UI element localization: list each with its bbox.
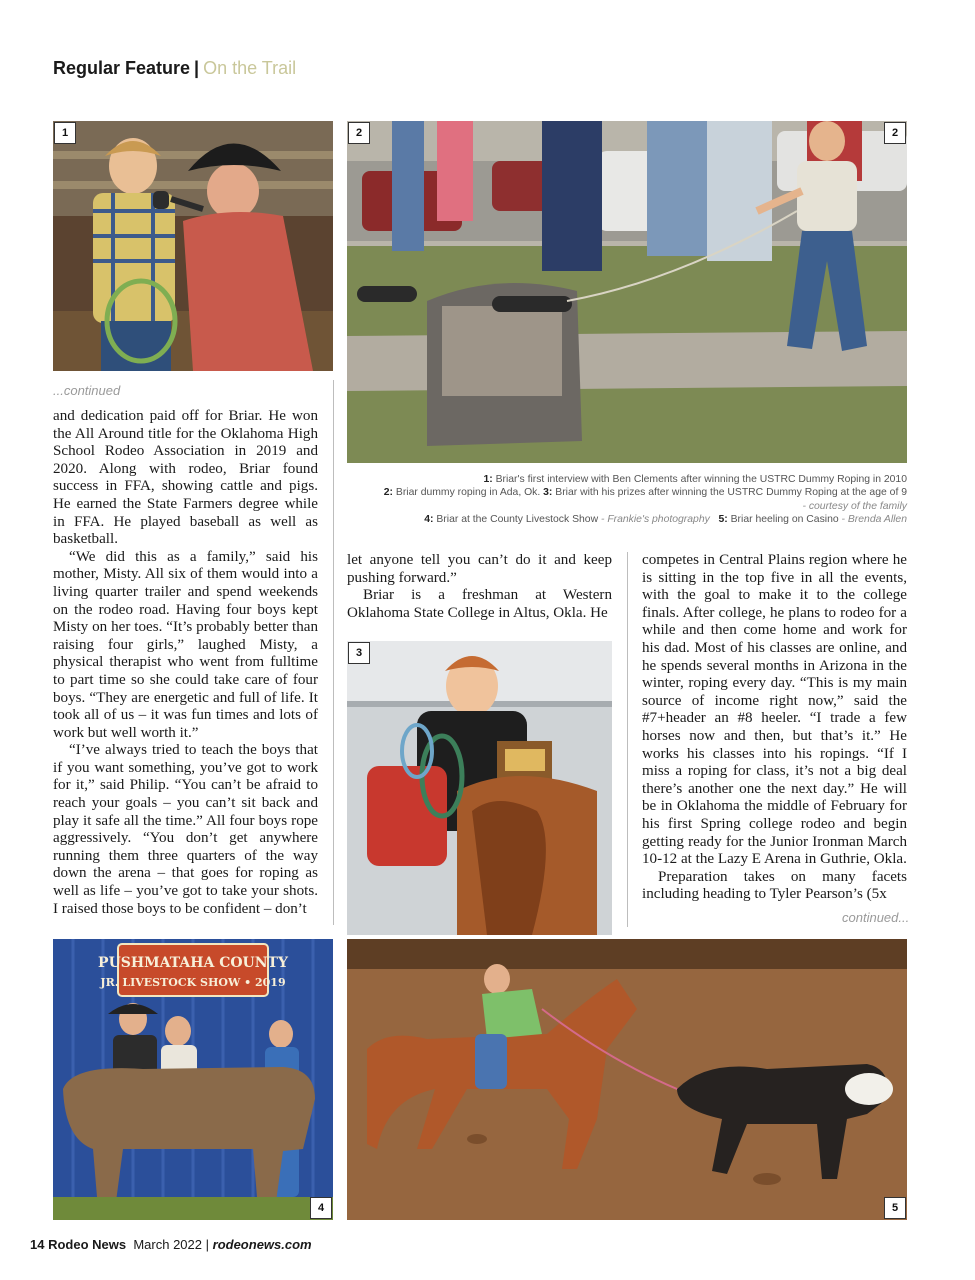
photo-number-badge: 2 xyxy=(884,122,906,144)
continued-label: ...continued xyxy=(53,383,121,398)
photo-number-badge: 3 xyxy=(348,642,370,664)
caption-credit: - courtesy of the family xyxy=(802,500,907,512)
paragraph: “I’ve always tried to teach the boys that if you want something, you’ve got to work for it,” said Philip. “You can’t be afraid to reach your goals – you can’t sit back and play it safe all the time.” All four boys rope aggressively. “You don’t get anywhere running them three quarters of the way down the arena – that goes for roping as well as life – you’ve got to take your shots. I raised those boys to be confident – don’t xyxy=(53,742,318,917)
paragraph: competes in Central Plains region where he is sitting in the top five in all the events, with the goal to make it to the college finals. After college, he plans to rodeo for a while and then come home and work for his dad. Most of his classes are online, and he spends several months in Arizona in the winter, roping every day. “This is my main source of income right now,” said the #7+header an #8 heeler. “I trade a few horses now and then, but that’s it.” He works his classes into his ropings. “If I miss a roping for class, it’s not a big deal there’s another one the next day.” He will be in Oklahoma the middle of February for his first Spring college rodeo and begin getting ready for the Junior Ironman March 10-12 at the Lazy E Arena in Guthrie, Okla. xyxy=(642,552,907,868)
article-column-2 xyxy=(347,552,612,622)
website-link[interactable]: rodeonews.com xyxy=(212,1237,312,1252)
article-column-1 xyxy=(53,408,318,918)
banner-subtitle: JR. LIVESTOCK SHOW • 2019 xyxy=(100,976,286,989)
caption-line: 2: Briar dummy roping in Ada, Ok. 3: Briar with his prizes after winning the USTRC Dummy Roping at the age of 9 xyxy=(383,487,907,499)
caption-line: 1: Briar's first interview with Ben Clements after winning the USTRC Dummy Roping in 2010 xyxy=(483,474,907,485)
footer-divider: | xyxy=(205,1237,210,1252)
page-number: 14 xyxy=(30,1237,45,1252)
magazine-name: Rodeo News xyxy=(48,1237,127,1252)
photo-number-badge: 4 xyxy=(310,1197,332,1219)
photo-dummy-roping-image xyxy=(347,121,907,463)
photo-captions xyxy=(347,473,907,527)
photo-heeling xyxy=(347,939,907,1220)
caption-line: 4: Briar at the County Livestock Show - Frankie's photography 5: Briar heeling on Casino - Brenda Allen xyxy=(424,514,907,526)
header-separator: | xyxy=(194,58,200,78)
photo-number-badge: 5 xyxy=(884,1197,906,1219)
photo-number-badge: 2 xyxy=(348,122,370,144)
banner-title: PUSHMATAHA COUNTY xyxy=(98,955,288,971)
article-column-3 xyxy=(642,552,907,904)
photo-livestock-show xyxy=(53,939,333,1220)
photo-interview xyxy=(53,121,333,371)
photo-prizes xyxy=(347,641,612,935)
column-divider xyxy=(627,552,628,927)
photo-interview-image xyxy=(53,121,333,371)
paragraph: and dedication paid off for Briar. He won the All Around title for the Oklahoma High School Rodeo Association in 2019 and 2020. Along with rodeo, Briar found success in FFA, showing cattle and pigs. He earned the State Farmers degree while in FFA. He played baseball as well as basketball. xyxy=(53,408,318,548)
section-subtitle: On the Trail xyxy=(203,58,297,78)
paragraph: Briar is a freshman at Western Oklahoma State College in Altus, Okla. He xyxy=(347,587,612,621)
column-divider xyxy=(333,380,334,925)
photo-prizes-image xyxy=(347,641,612,935)
photo-heeling-image xyxy=(347,939,907,1220)
paragraph: “We did this as a family,” said his mother, Misty. All six of them would into a living quarter trailer and spend weekends on the rodeo road. Having four boys kept Misty on her toes. “It’s probably better than raising four girls,” laughed Misty, a physical therapist who went from fulltime to part time so she could take care of four boys. “They are energetic and full of life. It took all of us – it was fun times and lots of work but well worth it.” xyxy=(53,548,318,741)
photo-number-badge: 1 xyxy=(54,122,76,144)
paragraph: let anyone tell you can’t do it and keep pushing forward.” xyxy=(347,552,612,586)
paragraph: Preparation takes on many facets including heading to Tyler Pearson’s (5x xyxy=(642,868,907,903)
page-footer xyxy=(30,1237,312,1252)
section-title: Regular Feature xyxy=(53,58,191,78)
section-header xyxy=(53,58,296,79)
continued-label: continued... xyxy=(842,910,910,925)
photo-dummy-roping xyxy=(347,121,907,463)
photo-livestock-show-image xyxy=(53,939,333,1220)
issue-date: March 2022 xyxy=(133,1237,202,1252)
